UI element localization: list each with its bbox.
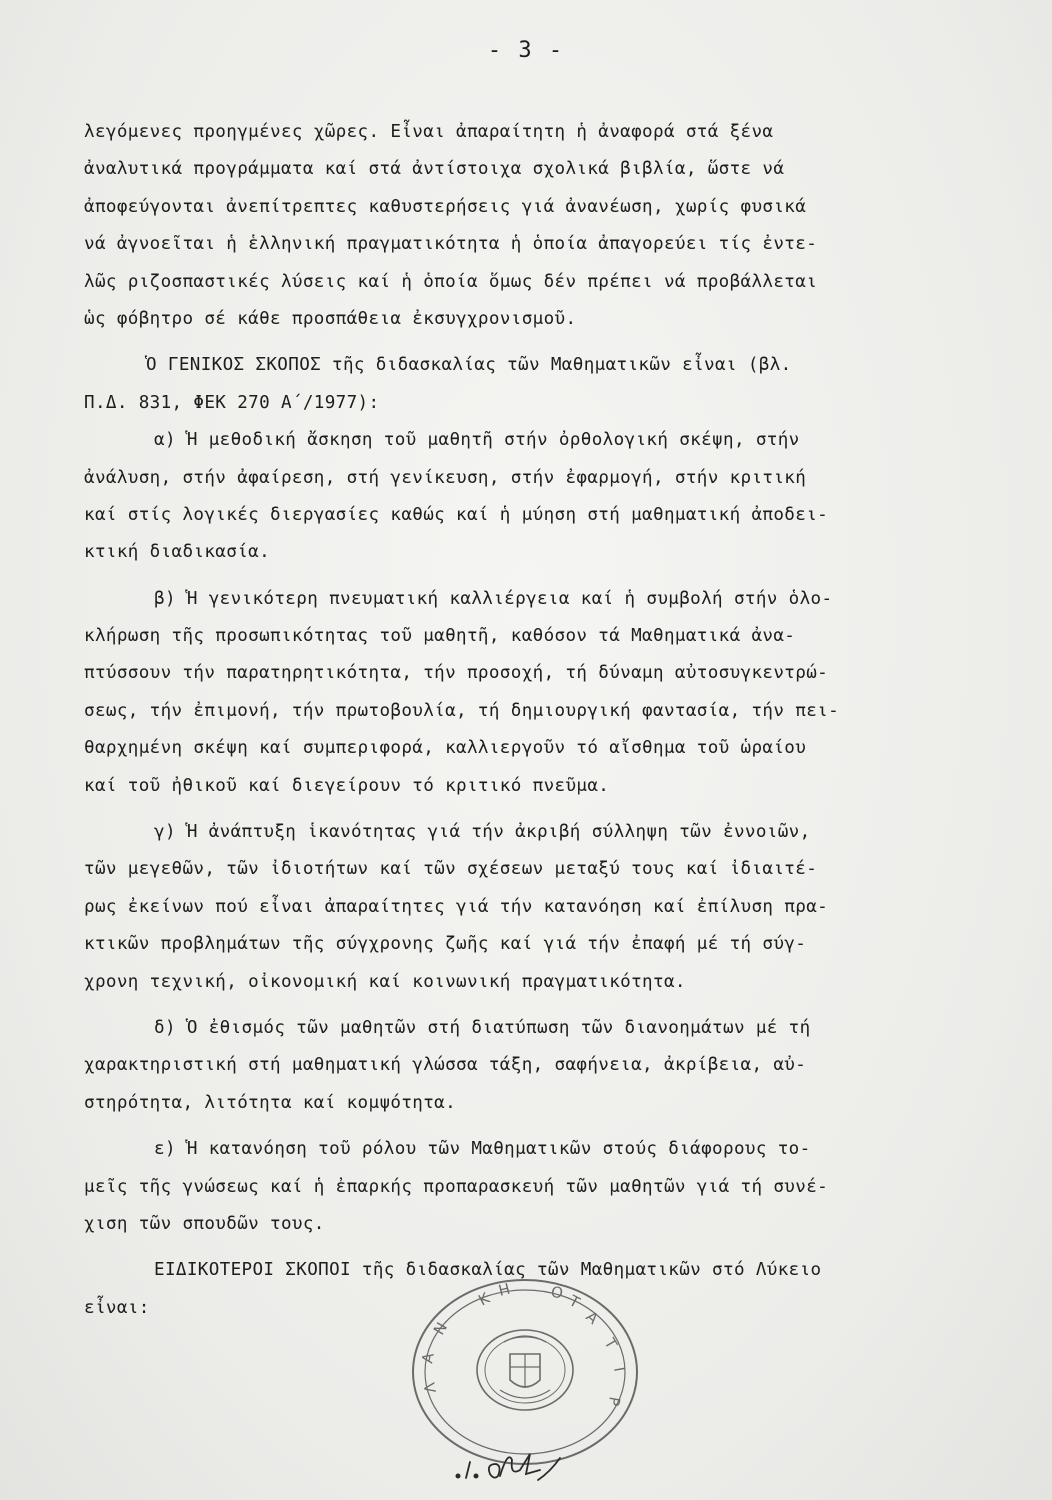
text-line: ρως ἐκείνων πού εἶναι ἀπαραίτητες γιά τήν κατανόηση καί ἐπίλυση πρα-: [84, 896, 829, 917]
text-line: Π.Δ. 831, ΦΕΚ 270 Α΄/1977):: [84, 392, 380, 413]
signature: [450, 1440, 570, 1490]
specific-aims-heading: ΕΙΔΙΚΟΤΕΡΟΙ ΣΚΟΠΟΙ τῆς διδασκαλίας τῶν Μαθηματικῶν στό Λύκειο: [154, 1260, 822, 1281]
text-line: κτικῶν προβλημάτων τῆς σύγχρονης ζωῆς καί γιά τήν ἐπαφή μέ τή σύγ-: [84, 934, 807, 955]
aim-item-b: β) Ἡ γενικότερη πνευματική καλλιέργεια καί ἡ συμβολή στήν ὁλο-: [154, 588, 833, 609]
text-line: κτική διαδικασία.: [84, 542, 271, 563]
svg-text:Ο: Ο: [549, 1282, 565, 1303]
text-line: λεγόμενες προηγμένες χῶρες. Εἶναι ἀπαραίτητη ἡ ἀναφορά στά ξένα: [84, 122, 774, 142]
svg-text:Ι: Ι: [610, 1365, 629, 1374]
signature-icon: [450, 1440, 570, 1490]
text-line: μεῖς τῆς γνώσεως καί ἡ ἐπαρκής προπαρασκευή τῶν μαθητῶν γιά τή συνέ-: [84, 1176, 829, 1197]
svg-text:Τ: Τ: [566, 1291, 583, 1312]
text-line: νά ἀγνοεῖται ἡ ἑλληνική πραγματικότητα ἡ ὁποία ἀπαγορεύει τίς ἐντε-: [84, 234, 818, 255]
text-line: ἀνάλυση, στήν ἀφαίρεση, στή γενίκευση, στήν ἐφαρμογή, στήν κριτική: [84, 467, 807, 488]
svg-text:Η: Η: [496, 1279, 512, 1300]
svg-text:Τ: Τ: [600, 1335, 621, 1352]
aim-item-a: α) Ἡ μεθοδική ἄσκηση τοῦ μαθητῆ στήν ὀρθολογική σκέψη, στήν: [154, 430, 800, 451]
aim-item-d: δ) Ὁ ἐθισμός τῶν μαθητῶν στή διατύπωση τῶν διανοημάτων μέ τή: [154, 1017, 811, 1038]
document-body: [84, 114, 984, 1327]
text-line: χιση τῶν σπουδῶν τους.: [84, 1213, 325, 1234]
text-line: ὡς φόβητρο σέ κάθε προσπάθεια ἐκσυγχρονισμοῦ.: [84, 308, 577, 329]
svg-text:Ν: Ν: [429, 1319, 452, 1338]
general-aim-heading: Ὁ ΓΕΝΙΚΟΣ ΣΚΟΠΟΣ τῆς διδασκαλίας τῶν Μαθηματικῶν εἶναι (βλ.: [146, 355, 792, 376]
svg-text:Α: Α: [418, 1351, 438, 1365]
text-line: στηρότητα, λιτότητα καί κομψότητα.: [84, 1092, 457, 1113]
text-line: χρονη τεχνική, οἰκονομική καί κοινωνική πραγματικότητα.: [84, 971, 686, 992]
text-line: καί τοῦ ἠθικοῦ καί διεγείρουν τό κριτικό πνεῦμα.: [84, 775, 610, 796]
text-line: θαρχημένη σκέψη καί συμπεριφορά, καλλιεργοῦν τό αἴσθημα τοῦ ὡραίου: [84, 738, 807, 759]
aim-item-c: γ) Ἡ ἀνάπτυξη ἱκανότητας γιά τήν ἀκριβή σύλληψη τῶν ἐννοιῶν,: [154, 822, 811, 843]
page-number: - 3 -: [487, 38, 565, 63]
text-line: τῶν μεγεθῶν, τῶν ἰδιοτήτων καί τῶν σχέσεων μεταξύ τους καί ἰδιαιτέ-: [84, 859, 818, 880]
text-line: χαρακτηριστική στή μαθηματική γλώσσα τάξη, σαφήνεια, ἀκρίβεια, αὐ-: [84, 1055, 807, 1076]
text-line: λῶς ριζοσπαστικές λύσεις καί ἡ ὁποία ὅμως δέν πρέπει νά προβάλλεται: [84, 271, 818, 292]
text-line: σεως, τήν ἐπιμονή, τήν πρωτοβουλία, τή δημιουργική φαντασία, τήν πει-: [84, 700, 840, 721]
text-line: εἶναι:: [84, 1297, 150, 1318]
aim-item-e: ε) Ἡ κατανόηση τοῦ ρόλου τῶν Μαθηματικῶν στούς διάφορους το-: [154, 1139, 811, 1160]
svg-text:Α: Α: [582, 1307, 602, 1328]
text-line: ἀποφεύγονται ἀνεπίτρεπτες καθυστερήσεις γιά ἀνανέωση, χωρίς φυσικά: [84, 196, 807, 217]
svg-text:Κ: Κ: [475, 1289, 493, 1310]
svg-text:Λ: Λ: [420, 1381, 440, 1395]
text-line: ἀναλυτικά προγράμματα καί στά ἀντίστοιχα σχολικά βιβλία, ὥστε νά: [84, 159, 785, 180]
text-line: κλήρωση τῆς προσωπικότητας τοῦ μαθητῆ, καθόσον τά Μαθηματικά ἀνα-: [84, 626, 796, 647]
text-line: καί στίς λογικές διεργασίες καθώς καί ἡ μύηση στή μαθηματική ἀποδει-: [84, 504, 829, 525]
text-line: πτύσσουν τήν παρατηρητικότητα, τήν προσοχή, τή δύναμη αὐτοσυγκεντρώ-: [84, 663, 829, 684]
svg-text:Ρ: Ρ: [604, 1395, 624, 1408]
